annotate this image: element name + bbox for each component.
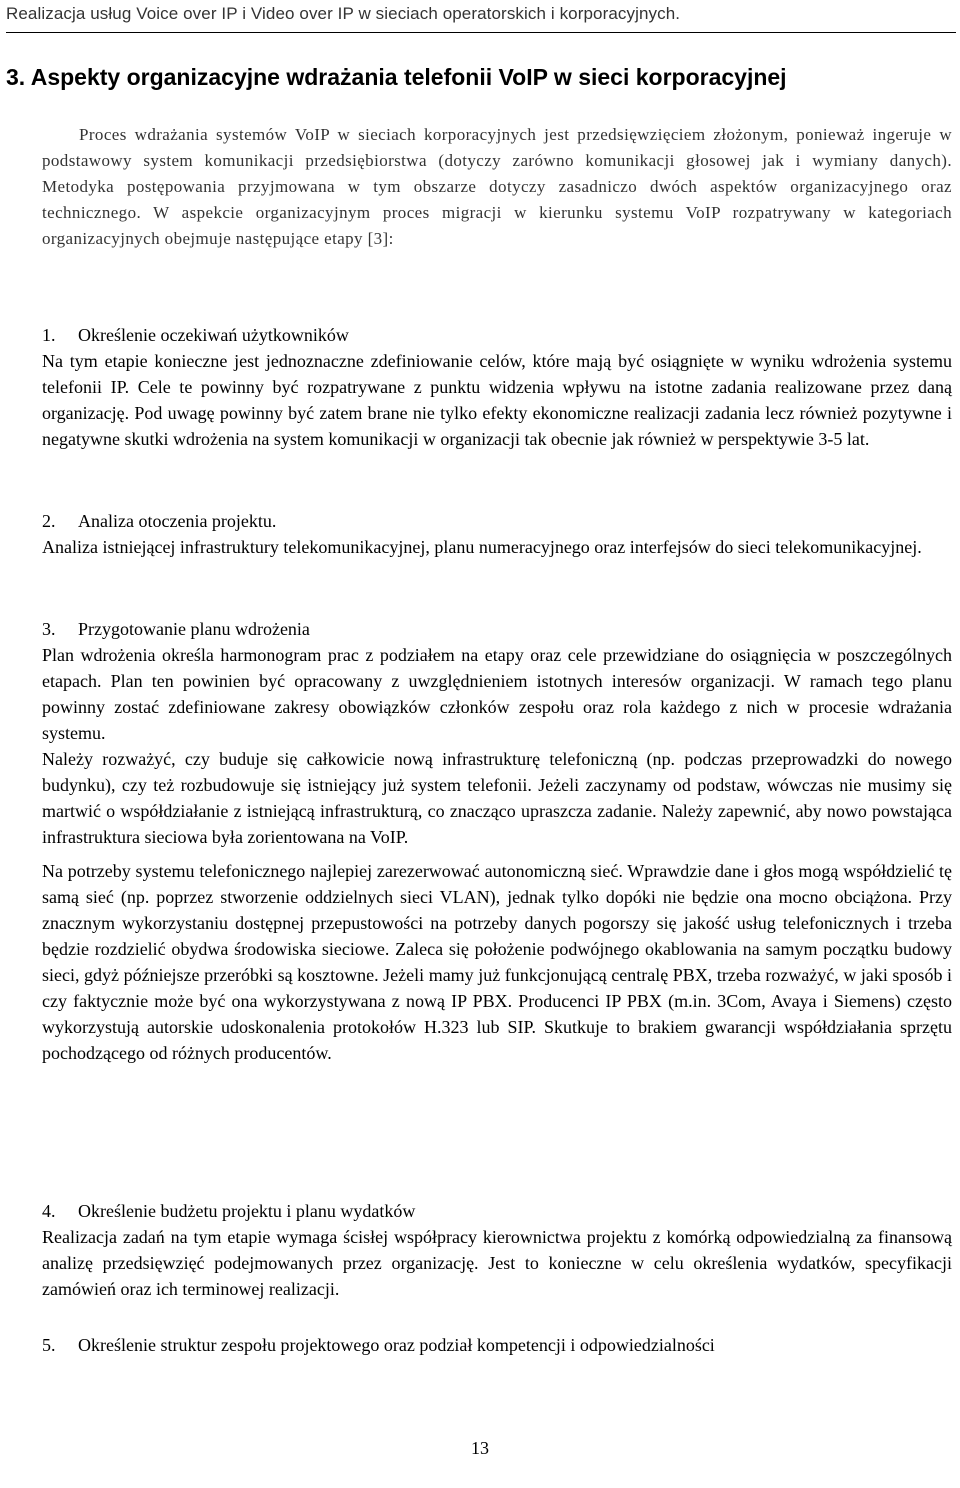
step-number: 3. [42,619,56,639]
intro-paragraph: Proces wdrażania systemów VoIP w sieciach korporacyjnych jest przedsięwzięciem złożonym, ponieważ ingeruje w podstawowy system komunikacji przedsiębiorstwa (dotyczy zarówno komunikacji głosowej jak i wymiany danych). Metodyka postępowania przyjmowana w tym obszarze dotyczy zasadniczo dwóch aspektów organizacyjnego oraz technicznego. W aspekcie organizacyjnym proces migracji w kierunku systemu VoIP rozpatrywany w kategoriach organizacyjnych obejmuje następujące etapy [3]: [42,125,952,248]
step-1 [42,322,952,452]
step-heading [42,508,952,534]
running-header: Realizacja usług Voice over IP i Video over IP w sieciach operatorskich i korporacyjnych. [6,4,956,33]
step-5 [42,1332,952,1358]
step-number: 5. [42,1335,56,1355]
step-paragraph: Należy rozważyć, czy buduje się całkowicie nową infrastrukturę telefoniczną (np. podczas przeprowadzki do nowego budynku), czy też rozbudowuje się istniejący już system telefonii. Jeżeli zaczynamy od podstaw, wówczas nie musimy się martwić o współdziałanie z istniejącą infrastrukturą, co znacząco upraszcza zadanie. Należy zapewnić, aby nowo powstająca infrastruktura sieciowa była zorientowana na VoIP. [42,749,952,847]
section-title: 3. Aspekty organizacyjne wdrażania telefonii VoIP w sieci korporacyjnej [6,64,787,90]
step-3 [42,616,952,1066]
step-title: Określenie budżetu projektu i planu wydatków [78,1201,416,1221]
step-title: Analiza otoczenia projektu. [78,511,277,531]
step-title: Przygotowanie planu wdrożenia [78,619,310,639]
step-paragraph: Na tym etapie konieczne jest jednoznaczne zdefiniowanie celów, które mają być osiągnięte w wyniku wdrożenia systemu telefonii IP. Cele te powinny być rozpatrywane z punktu widzenia wpływu na istotne zadania realizowane przez daną organizację. Pod uwagę powinny być zatem brane nie tylko efekty ekonomiczne realizacji zadania lecz również pozytywne i negatywne skutki wdrożenia na system komunikacji w organizacji tak obecnie jak również w perspektywie 3-5 lat. [42,351,952,449]
step-heading [42,1332,952,1358]
step-2 [42,508,952,560]
step-paragraph: Analiza istniejącej infrastruktury telekomunikacyjnej, planu numeracyjnego oraz interfejsów do sieci telekomunikacyjnej. [42,537,922,557]
step-title: Określenie oczekiwań użytkowników [78,325,349,345]
step-paragraph: Realizacja zadań na tym etapie wymaga ścisłej współpracy kierownictwa projektu z komórką odpowiedzialną za finansową analizę przedsięwzięć podejmowanych przez organizację. Jest to konieczne w celu określenia wydatków, specyfikacji zamówień oraz ich terminowej realizacji. [42,1227,952,1299]
step-number: 2. [42,511,56,531]
page-number: 13 [471,1438,489,1458]
step-title: Określenie struktur zespołu projektowego oraz podział kompetencji i odpowiedzialności [78,1335,715,1355]
step-paragraph: Plan wdrożenia określa harmonogram prac z podziałem na etapy oraz cele przewidziane do osiągnięcia w poszczególnych etapach. Plan ten powinien być opracowany z uwzględnieniem istotnych interesów organizacji. W ramach tego planu powinny zostać zdefiniowane zakresy obowiązków członków zespołu oraz rola każdego z nich w procesie wdrażania systemu. [42,645,952,743]
step-number: 4. [42,1201,56,1221]
step-heading [42,616,952,642]
step-paragraph: Na potrzeby systemu telefonicznego najlepiej zarezerwować autonomiczną sieć. Wprawdzie dane i głos mogą współdzielić tę samą sieć (np. poprzez stworzenie oddzielnych sieci VLAN), jednak tylko dopóki nie będzie ona mocno obciążona. Przy znacznym wykorzystaniu dostępnej przepustowości na potrzeby danych pogorszy się jakość usług telefonicznych i trzeba będzie rozdzielić obydwa środowiska sieciowe. Zaleca się położenie podwójnego okablowania na samym początku budowy sieci, gdyż późniejsze przeróbki są kosztowne. Jeżeli mamy już funkcjonującą centralę PBX, trzeba rozważyć, w jaki sposób i czy faktycznie może być ona wykorzystywana z nową IP PBX. Producenci IP PBX (m.in. 3Com, Avaya i Siemens) często wykorzystują autorskie udoskonalenia protokołów H.323 lub SIP. Skutkuje to brakiem gwarancji współdziałania sprzętu pochodzącego od różnych producentów. [42,861,952,1063]
step-heading [42,1198,952,1224]
step-heading [42,322,952,348]
step-number: 1. [42,325,56,345]
step-4 [42,1198,952,1302]
